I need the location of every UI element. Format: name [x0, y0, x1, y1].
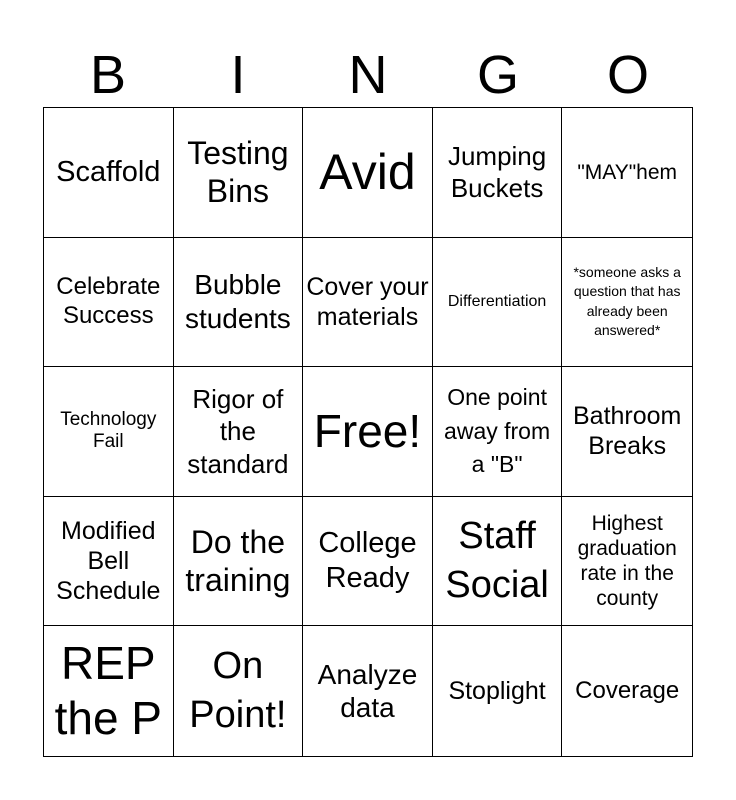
bingo-cell-r5c3[interactable]	[303, 626, 433, 756]
bingo-cell-r2c3[interactable]	[303, 238, 433, 368]
cell-text: Rigor of the standard	[187, 383, 289, 479]
bingo-cell-r2c5[interactable]	[562, 238, 692, 368]
cell-text: Technology Fail	[60, 408, 157, 453]
bingo-cell-r5c1[interactable]	[44, 626, 174, 756]
bingo-cell-r1c4[interactable]	[433, 108, 563, 238]
cell-text: Coverage	[575, 676, 680, 704]
header-letter-n: N	[348, 45, 388, 105]
cell-text: Free!	[313, 404, 422, 457]
bingo-card-grid	[43, 107, 693, 757]
bingo-cell-r1c2[interactable]	[174, 108, 304, 238]
bingo-cell-r4c1[interactable]	[44, 497, 174, 627]
cell-text: Differentiation	[447, 293, 547, 311]
bingo-cell-r5c4[interactable]	[433, 626, 563, 756]
bingo-cell-r2c1[interactable]	[44, 238, 174, 368]
cell-text: On Point!	[189, 644, 287, 737]
cell-text: Stoplight	[448, 677, 546, 706]
cell-text: Jumping Buckets	[447, 140, 547, 204]
cell-text: Analyze data	[317, 658, 418, 724]
bingo-cell-r4c2[interactable]	[174, 497, 304, 627]
header-letter-i: I	[230, 45, 246, 105]
cell-text: One point away from a "B"	[444, 384, 551, 478]
cell-text: Staff Social	[445, 514, 549, 607]
bingo-cell-r3c1[interactable]	[44, 367, 174, 497]
bingo-cell-r2c2[interactable]	[174, 238, 304, 368]
bingo-cell-r4c4[interactable]	[433, 497, 563, 627]
cell-text: Modified Bell Schedule	[56, 517, 161, 606]
cell-text: "MAY"hem	[577, 160, 678, 184]
cell-text: Highest graduation rate in the county	[577, 511, 677, 611]
cell-text: REP the P	[54, 637, 162, 745]
bingo-cell-r1c1[interactable]	[44, 108, 174, 238]
bingo-cell-r1c3[interactable]	[303, 108, 433, 238]
bingo-cell-r2c4[interactable]	[433, 238, 563, 368]
cell-text: College Ready	[318, 527, 417, 595]
cell-text: Celebrate Success	[56, 273, 161, 329]
cell-text: *someone asks a question that has already been answered*	[573, 263, 681, 339]
cell-text: Scaffold	[56, 155, 161, 188]
cell-text: Bathroom Breaks	[573, 402, 682, 461]
bingo-cell-r5c5[interactable]	[562, 626, 692, 756]
cell-text: Bubble students	[184, 269, 291, 334]
cell-text: Avid	[319, 144, 416, 201]
bingo-cell-r3c4[interactable]	[433, 367, 563, 497]
header-letter-b: B	[89, 45, 127, 105]
header-letter-g: G	[476, 45, 519, 105]
bingo-cell-r3c5[interactable]	[562, 367, 692, 497]
bingo-header	[43, 44, 693, 106]
bingo-cell-r4c5[interactable]	[562, 497, 692, 627]
cell-text: Testing Bins	[187, 134, 289, 210]
bingo-cell-r3c3-free[interactable]	[303, 367, 433, 497]
bingo-cell-r5c2[interactable]	[174, 626, 304, 756]
bingo-cell-r4c3[interactable]	[303, 497, 433, 627]
cell-text: Cover your materials	[306, 272, 429, 331]
header-letter-o: O	[606, 45, 649, 105]
cell-text: Do the training	[185, 523, 291, 599]
bingo-cell-r1c5[interactable]	[562, 108, 692, 238]
bingo-cell-r3c2[interactable]	[174, 367, 304, 497]
